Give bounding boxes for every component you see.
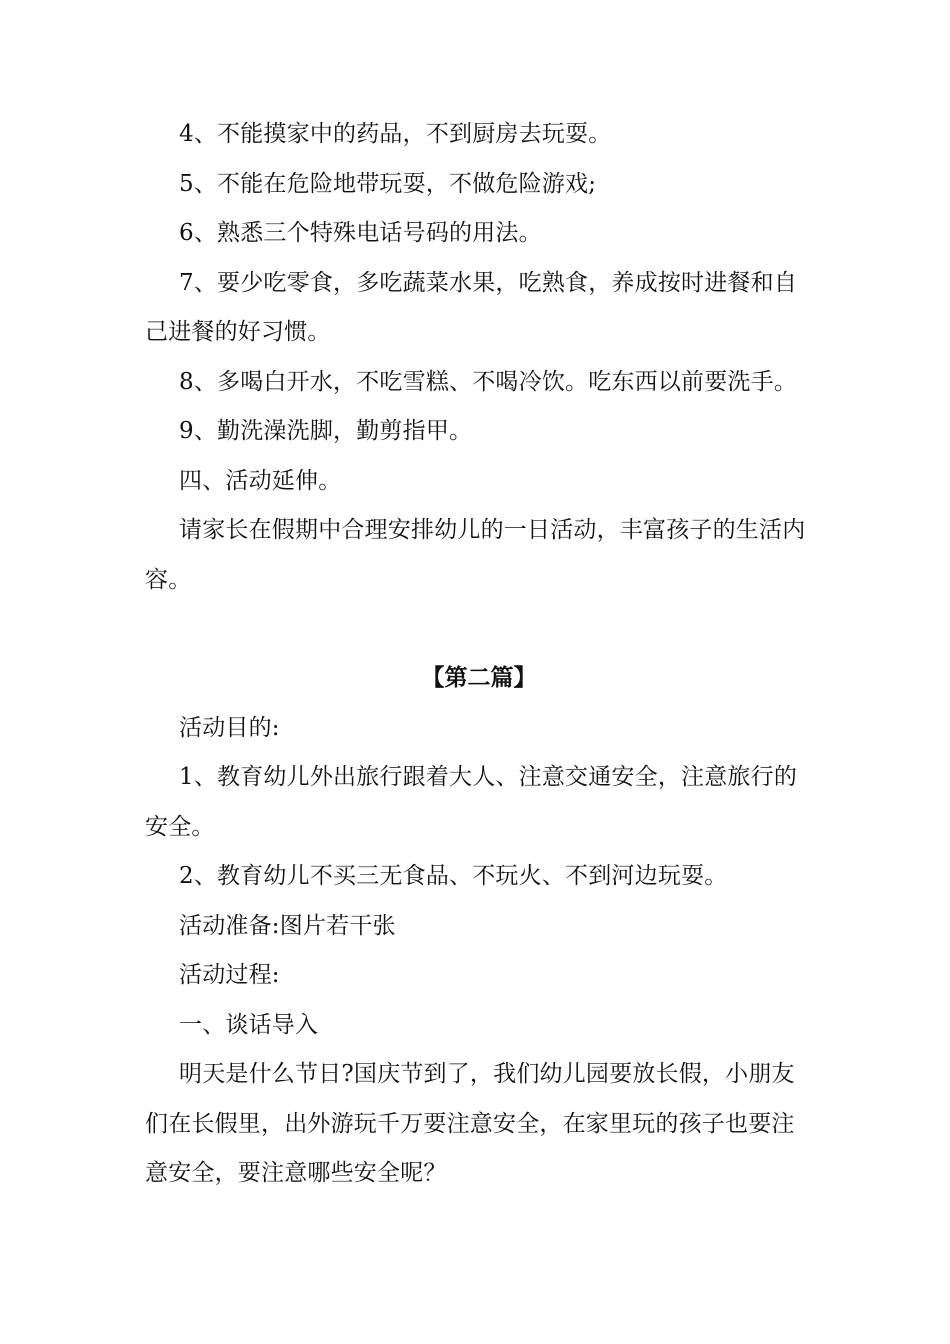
paragraph: 明天是什么节日?国庆节到了，我们幼儿园要放长假，小朋友们在长假里，出外游玩千万要注意安全，在家里玩的孩子也要注意安全，要注意哪些安全呢？ — [145, 1061, 795, 1186]
paragraph: 6、熟悉三个特殊电话号码的用法。 — [179, 220, 542, 246]
paragraph: 活动过程: — [179, 962, 280, 988]
paragraph: 四、活动延伸。 — [179, 467, 342, 494]
paragraph: 5、不能在危险地带玩耍，不做危险游戏; — [179, 170, 597, 197]
paragraph: 请家长在假期中合理安排幼儿的一日活动，丰富孩子的生活内容。 — [145, 517, 806, 593]
paragraph: 9、勤洗澡洗脚，勤剪指甲。 — [179, 418, 473, 444]
paragraph: 2、教育幼儿不买三无食品、不玩火、不到河边玩耍。 — [179, 863, 728, 889]
document-body — [145, 110, 813, 1199]
paragraph: 7、要少吃零食，多吃蔬菜水果，吃熟食，养成按时进餐和自己进餐的好习惯。 — [145, 269, 798, 345]
paragraph: 8、多喝白开水，不吃雪糕、不喝冷饮。吃东西以前要洗手。 — [179, 368, 798, 395]
section-heading: 【第二篇】 — [421, 665, 537, 691]
paragraph: 活动目的: — [179, 714, 280, 741]
paragraph: 4、不能摸家中的药品，不到厨房去玩耍。 — [179, 121, 612, 147]
paragraph: 活动准备:图片若干张 — [179, 912, 396, 939]
section-gap — [145, 605, 813, 654]
paragraph: 1、教育幼儿外出旅行跟着大人、注意交通安全，注意旅行的安全。 — [145, 764, 798, 840]
paragraph: 一、谈话导入 — [179, 1011, 319, 1038]
